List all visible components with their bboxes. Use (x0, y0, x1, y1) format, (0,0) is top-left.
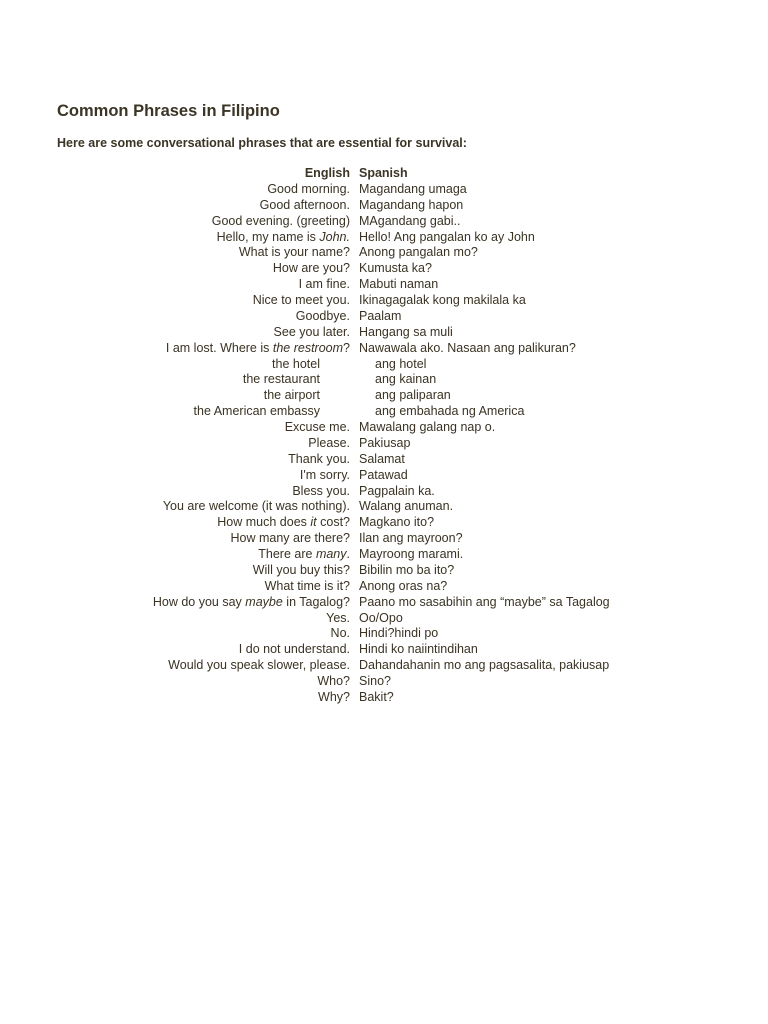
english-text: See you later. (273, 324, 350, 339)
intro-text: Here are some conversational phrases that are essential for survival: (57, 136, 467, 150)
translation: Pagpalain ka. (359, 483, 435, 498)
english-text: Good afternoon. (259, 197, 350, 212)
translation: Hindi ko naiintindihan (359, 642, 478, 657)
english-phrase (168, 658, 350, 674)
english-text: Excuse me. (284, 420, 350, 434)
english-text: Bless you. (292, 483, 350, 498)
english-text: Why? (318, 689, 350, 704)
english-emphasis: many (315, 547, 347, 561)
table-row (0, 293, 768, 309)
english-phrase (326, 611, 350, 627)
table-row (0, 690, 768, 706)
translation: Paano mo sasabihin ang “maybe” sa Tagalog (359, 594, 610, 609)
english-phrase (258, 547, 350, 563)
english-text: How much does (217, 515, 311, 530)
translation: Mayroong marami. (359, 547, 464, 561)
translation: Anong pangalan mo? (359, 245, 478, 260)
english-text: How do you say (152, 594, 246, 609)
english-phrase (163, 499, 350, 515)
translation: Ilan ang mayroon? (359, 531, 463, 546)
english-phrase (265, 579, 350, 595)
translation: Ikinagagalak kong makilala ka (359, 293, 526, 307)
table-row (0, 484, 768, 500)
english-phrase (153, 595, 350, 611)
english-phrase (292, 484, 350, 500)
english-text: What is your name? (238, 245, 350, 260)
english-text: the restaurant (242, 372, 320, 387)
table-row (0, 198, 768, 214)
english-phrase (274, 325, 350, 341)
english-phrase (166, 341, 350, 357)
english-phrase (285, 420, 350, 436)
english-phrase (300, 468, 350, 484)
table-row (0, 642, 768, 658)
table-row (0, 404, 768, 420)
translation: ang embahada ng America (375, 404, 525, 419)
table-row (0, 182, 768, 198)
translation: Bibilin mo ba ito? (359, 562, 455, 577)
english-phrase (217, 515, 350, 531)
table-row (0, 499, 768, 515)
english-emphasis: maybe (245, 594, 283, 609)
english-text: Will you buy this? (252, 562, 350, 577)
table-row (0, 595, 768, 611)
english-phrase (317, 674, 350, 690)
translation: Oo/Opo (359, 610, 403, 625)
translation: Hello! Ang pangalan ko ay John (359, 229, 535, 244)
translation: Sino? (359, 674, 391, 688)
translation: Bakit? (359, 689, 394, 704)
phrase-rows (0, 182, 768, 706)
phrase-table (0, 166, 768, 706)
translation: ang hotel (375, 356, 427, 371)
translation: Mabuti naman (359, 277, 439, 292)
english-text: Who? (317, 674, 350, 688)
table-row (0, 420, 768, 436)
table-row (0, 531, 768, 547)
english-text: the American embassy (193, 404, 320, 419)
english-emphasis: John. (319, 229, 350, 244)
english-phrase (299, 277, 350, 293)
page-title: Common Phrases in Filipino (57, 102, 280, 120)
translation: Walang anuman. (359, 499, 454, 514)
english-phrase (253, 293, 350, 309)
english-text: Thank you. (288, 451, 350, 466)
translation: ang kainan (375, 372, 437, 387)
table-row (0, 341, 768, 357)
translation: Patawad (359, 467, 408, 482)
english-text: How are you? (272, 261, 350, 276)
translation: Salamat (359, 451, 405, 466)
english-emphasis: it (310, 515, 317, 530)
english-phrase (212, 214, 350, 230)
english-phrase (239, 642, 350, 658)
english-text: Good morning. (267, 181, 350, 196)
english-phrase (230, 531, 350, 547)
translation: Magandang hapon (359, 197, 464, 212)
table-row (0, 579, 768, 595)
table-row (0, 436, 768, 452)
english-phrase (264, 388, 320, 404)
translation: ang paliparan (375, 388, 451, 403)
english-phrase (308, 436, 350, 452)
table-row (0, 261, 768, 277)
translation: MAgandang gabi.. (359, 213, 461, 228)
english-text: I am fine. (298, 277, 350, 292)
translation: Nawawala ako. Nasaan ang palikuran? (359, 340, 576, 355)
english-text: No. (330, 626, 350, 641)
table-row (0, 245, 768, 261)
english-text: What time is it? (264, 578, 350, 593)
english-phrase (288, 452, 350, 468)
english-text: Goodbye. (295, 308, 350, 323)
english-text: Good evening. (greeting) (211, 213, 350, 228)
english-phrase (194, 404, 320, 420)
translation: Paalam (359, 308, 402, 323)
english-phrase (253, 563, 350, 579)
english-text: Would you speak slower, please. (168, 658, 350, 673)
english-phrase (217, 230, 350, 246)
english-text: There are (258, 547, 316, 561)
table-row (0, 230, 768, 246)
table-row (0, 547, 768, 563)
translation: Hindi?hindi po (359, 626, 439, 641)
english-phrase (296, 309, 350, 325)
table-row (0, 674, 768, 690)
english-text-end: ? (343, 340, 350, 355)
english-phrase (273, 261, 350, 277)
english-text: You are welcome (it was nothing). (162, 499, 350, 514)
english-phrase (260, 198, 350, 214)
english-phrase (318, 690, 350, 706)
header-english: English (304, 166, 350, 180)
english-text: the airport (263, 388, 320, 403)
english-text: Please. (308, 435, 350, 450)
table-row (0, 214, 768, 230)
translation: Magkano ito? (359, 515, 435, 530)
english-phrase (272, 357, 320, 373)
translation: Anong oras na? (359, 578, 448, 593)
table-row (0, 277, 768, 293)
english-text-end: . (346, 547, 350, 561)
english-text: Nice to meet you. (252, 293, 350, 307)
table-row (0, 626, 768, 642)
english-text: I do not understand. (238, 642, 350, 657)
table-row (0, 658, 768, 674)
table-row (0, 325, 768, 341)
table-row (0, 372, 768, 388)
table-row (0, 357, 768, 373)
english-text: the hotel (272, 356, 320, 371)
english-text: I am lost. Where is (165, 340, 273, 355)
table-row (0, 515, 768, 531)
english-emphasis: the restroom (272, 340, 344, 355)
english-text: Yes. (326, 610, 350, 625)
english-phrase (243, 372, 320, 388)
translation: Pakiusap (359, 435, 411, 450)
english-phrase (239, 245, 350, 261)
english-phrase (267, 182, 350, 198)
translation: Dahandahanin mo ang pagsasalita, pakiusap (359, 658, 610, 673)
english-phrase (331, 626, 350, 642)
translation: Magandang umaga (359, 181, 467, 196)
english-text: How many are there? (230, 531, 350, 546)
table-row (0, 388, 768, 404)
translation: Kumusta ka? (359, 261, 432, 276)
english-text: I'm sorry. (299, 467, 350, 482)
translation: Hangang sa muli (359, 324, 453, 339)
header-spanish: Spanish (359, 166, 408, 180)
table-row (0, 452, 768, 468)
english-text-end: in Tagalog? (282, 594, 350, 609)
english-text: Hello, my name is (216, 229, 320, 244)
table-row (0, 468, 768, 484)
translation: Mawalang galang nap o. (359, 420, 496, 434)
table-header-row (0, 166, 768, 182)
english-text-end: cost? (316, 515, 350, 530)
table-row (0, 563, 768, 579)
table-row (0, 611, 768, 627)
table-row (0, 309, 768, 325)
